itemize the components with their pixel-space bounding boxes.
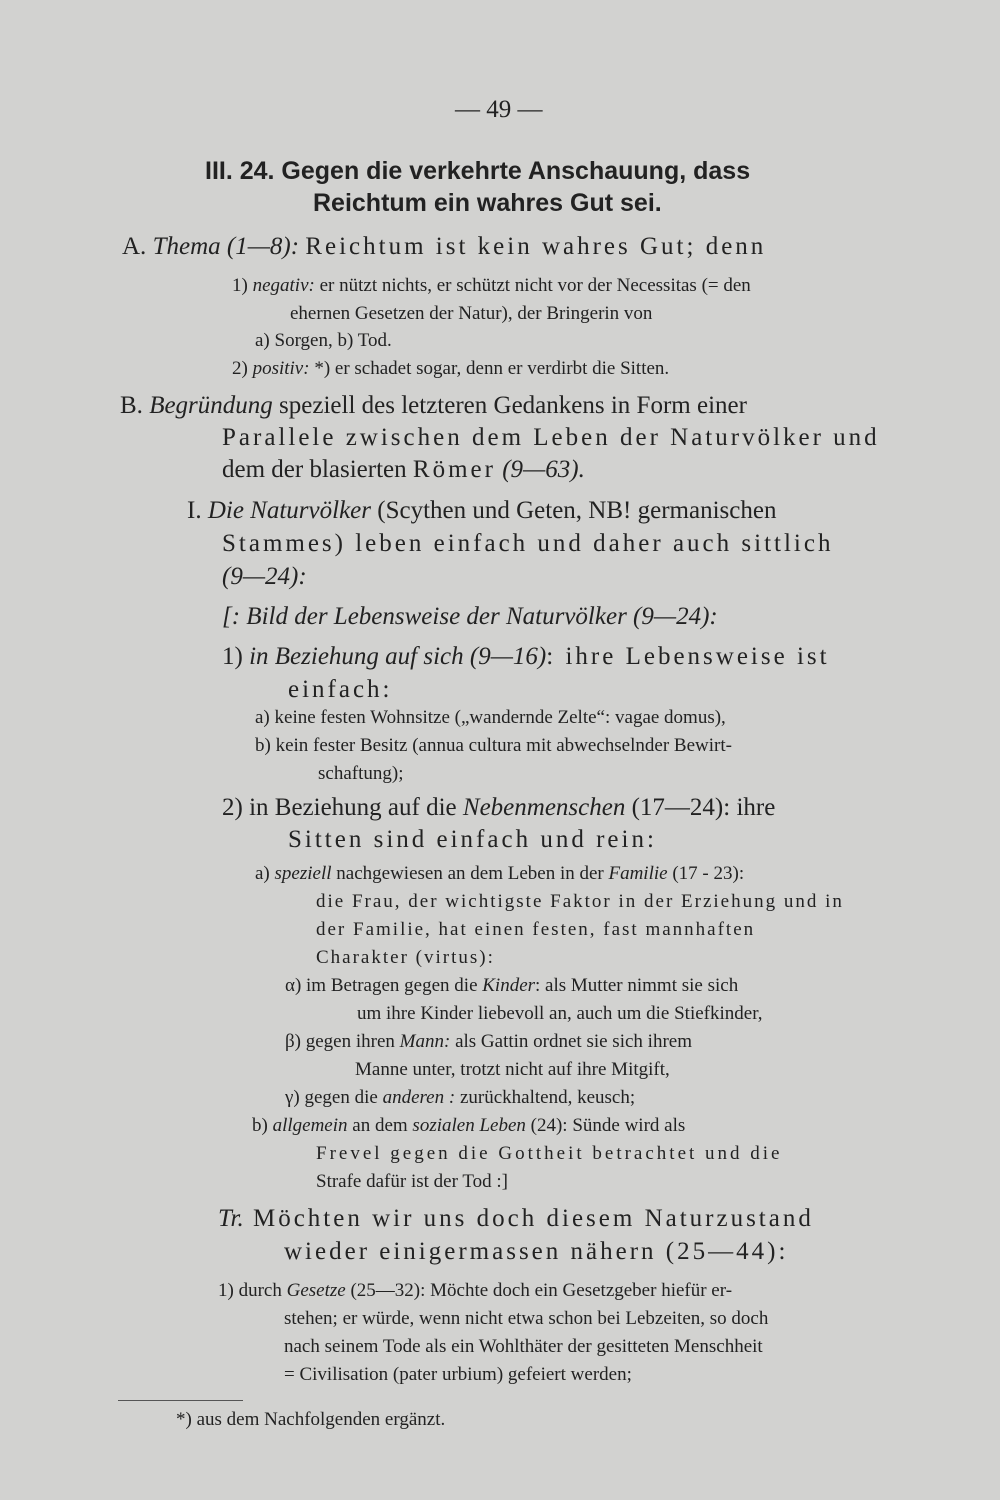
i-point2-text-b: (17—24): ihre [625, 794, 776, 821]
section-b-range: (9—63). [495, 456, 585, 483]
tr-point1-line1 [218, 1277, 732, 1305]
gamma-text-a: γ) gegen die [285, 1087, 383, 1108]
tr-point1-line3: nach seinem Tode als ein Wohlthäter der gesitteten Menschheit [284, 1336, 763, 1357]
i-point1-line1 [222, 643, 830, 671]
chapter-heading-line2: Reichtum ein wahres Gut sei. [313, 189, 662, 217]
section-b-line2: Parallele zwischen dem Leben der Naturvölker und [222, 424, 880, 451]
section-a-text: Reichtum ist kein wahres Gut; denn [305, 233, 767, 260]
a-positiv-italic: positiv: [252, 358, 310, 379]
i-point1-text: : ihre Lebensweise ist [546, 643, 830, 670]
alpha-text-a: α) im Betragen gegen die [285, 975, 483, 996]
a-negativ-line1 [232, 272, 751, 300]
section-i-italic: Die Naturvölker [207, 497, 371, 524]
section-b-line1 [120, 392, 747, 420]
p2b-num: b) [252, 1115, 273, 1136]
beta-text-b: als Gattin ordnet sie sich ihrem [450, 1031, 692, 1052]
p2b-text-c: (24): Sünde wird als [525, 1115, 686, 1136]
alpha-line2: um ihre Kinder liebevoll an, auch um die Stiefkinder, [357, 1003, 763, 1024]
tr-p1-num: 1) durch [218, 1280, 287, 1301]
section-b-italic: Begründung [149, 392, 273, 419]
tr-point1-line2: stehen; er würde, wenn nicht etwa schon bei Lebzeiten, so doch [284, 1308, 769, 1329]
section-i-text: (Scythen und Geten, NB! germanischen [371, 497, 777, 524]
i-point2-a-line3: der Familie, hat einen festen, fast mannhaften [316, 919, 756, 940]
a-negativ-italic: negativ: [252, 275, 315, 296]
beta-italic: Mann: [399, 1031, 451, 1052]
section-b-label: B. [120, 392, 143, 419]
a-positiv-line [232, 355, 669, 383]
section-i-line2: Stammes) leben einfach und daher auch sittlich [222, 530, 834, 557]
tr-p1-italic: Gesetze [286, 1280, 346, 1301]
a-negativ-label: 1) [232, 275, 253, 296]
section-i-range: (9—24): [222, 563, 307, 590]
i-point2-line2: Sitten sind einfach und rein: [288, 826, 657, 853]
i-point2-text-a: 2) in Beziehung auf die [222, 794, 463, 821]
i-point2-a-line4: Charakter (virtus): [316, 947, 495, 968]
chapter-heading-line1: III. 24. Gegen die verkehrte Anschauung, dass [205, 157, 751, 185]
tr-line2: wieder einigermassen nähern (25—44): [284, 1238, 789, 1265]
tr-p1-text: (25—32): Möchte doch ein Gesetzgeber hiefür er- [345, 1280, 733, 1301]
footnote-rule [118, 1400, 243, 1401]
i-point1-b: b) kein fester Besitz (annua cultura mit abwechselnder Bewirt- [255, 735, 732, 756]
p2b-italic: allgemein [272, 1115, 348, 1136]
footnote: *) aus dem Nachfolgenden ergänzt. [176, 1409, 446, 1430]
alpha-line1 [285, 972, 738, 1000]
tr-point1-line4: = Civilisation (pater urbium) gefeiert werden; [284, 1364, 632, 1385]
section-b-romer: Römer [412, 456, 496, 483]
section-i-label: I. [187, 497, 202, 524]
p2a-num: a) [255, 863, 275, 884]
alpha-text-b: : als Mutter nimmt sie sich [535, 975, 739, 996]
i-point1-num: 1) [222, 643, 250, 670]
a-positiv-label: 2) [232, 358, 253, 379]
i-point2-b-line3: Strafe dafür ist der Tod :] [316, 1171, 508, 1192]
alpha-italic: Kinder [482, 975, 536, 996]
i-point1-line2: einfach: [288, 676, 393, 703]
a-negativ-text: er nützt nichts, er schützt nicht vor der Necessitas (= den [314, 275, 751, 296]
section-i-line3 [222, 563, 307, 591]
i-point2-b-line1 [252, 1112, 685, 1140]
section-a-thema: Thema (1—8): [152, 233, 300, 260]
page-number: — 49 — [455, 96, 543, 123]
gamma-text-b: zurückhaltend, keusch; [455, 1087, 636, 1108]
p2b-text: an dem [347, 1115, 413, 1136]
tr-line1 [218, 1205, 814, 1233]
p2a-range: (17 - 23): [667, 863, 745, 884]
section-b-line3-a: dem der blasierten [222, 456, 413, 483]
a-negativ-line3: a) Sorgen, b) Tod. [255, 330, 392, 351]
i-point2-a-line2: die Frau, der wichtigste Faktor in der Erziehung und in [316, 891, 844, 912]
a-negativ-line2: ehernen Gesetzen der Natur), der Bringerin von [290, 303, 653, 324]
section-i-line1 [187, 497, 776, 525]
i-point2-italic: Nebenmenschen [462, 794, 626, 821]
tr-text: Möchten wir uns doch diesem Naturzustand [243, 1205, 814, 1232]
i-point2-line1 [222, 794, 775, 822]
i-point1-italic: in Beziehung auf sich (9—16) [249, 643, 547, 670]
section-b-text: speziell des letzteren Gedankens in Form einer [272, 392, 747, 419]
i-point1-b-cont: schaftung); [318, 763, 404, 784]
p2b-italic2: sozialen Leben [412, 1115, 526, 1136]
i-point2-a-line1 [255, 860, 744, 888]
bild-heading [222, 603, 718, 631]
gamma-line [285, 1084, 635, 1112]
p2a-italic2: Familie [608, 863, 668, 884]
p2a-text: nachgewiesen an dem Leben in der [331, 863, 609, 884]
section-b-line3 [222, 456, 585, 484]
beta-text-a: β) gegen ihren [285, 1031, 400, 1052]
p2a-italic: speziell [274, 863, 332, 884]
beta-line1 [285, 1028, 692, 1056]
section-a [122, 233, 766, 261]
i-point2-b-line2: Frevel gegen die Gottheit betrachtet und die [316, 1143, 783, 1164]
beta-line2: Manne unter, trotzt nicht auf ihre Mitgift, [355, 1059, 670, 1080]
bild-heading-text: [: Bild der Lebensweise der Naturvölker (9—24): [222, 603, 718, 630]
gamma-italic: anderen : [382, 1087, 456, 1108]
tr-label: Tr. [218, 1205, 244, 1232]
section-a-label: A. [122, 233, 147, 260]
i-point1-a: a) keine festen Wohnsitze („wandernde Zelte“: vagae domus), [255, 707, 726, 728]
a-positiv-text: *) er schadet sogar, denn er verdirbt die Sitten. [309, 358, 670, 379]
